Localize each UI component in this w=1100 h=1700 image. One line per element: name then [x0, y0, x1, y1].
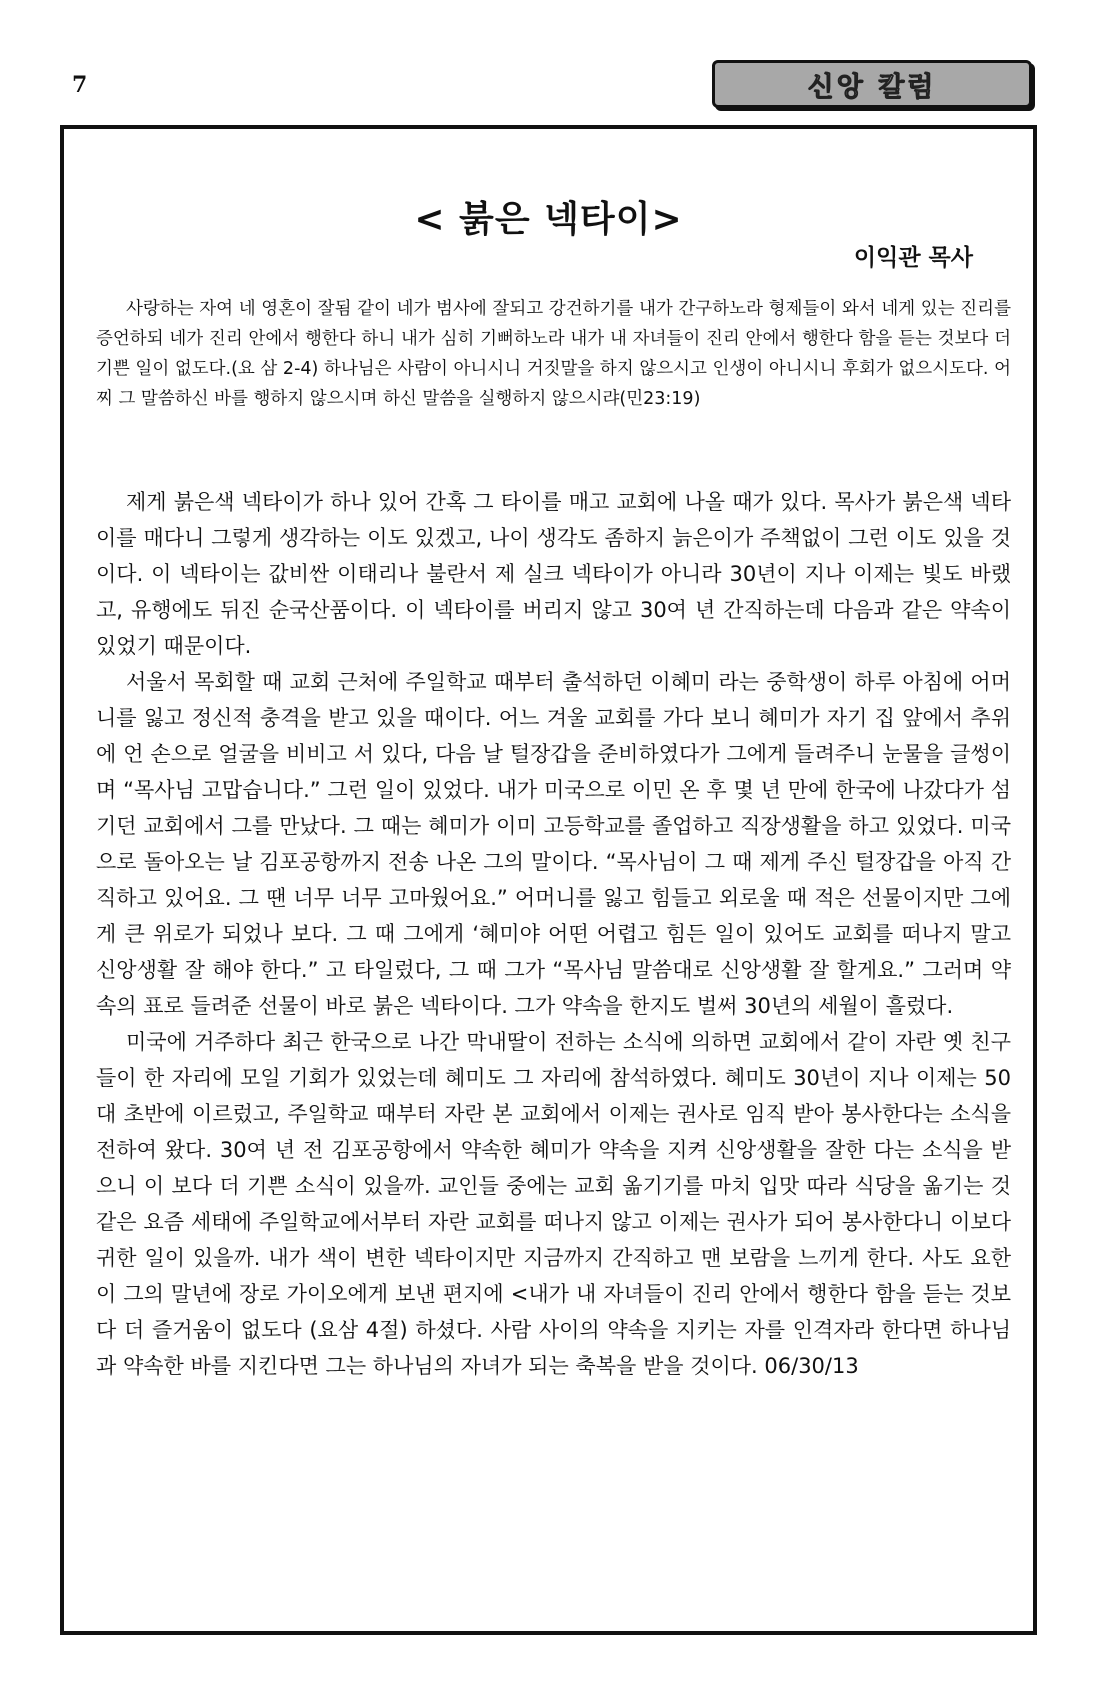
body-paragraph: 서울서 목회할 때 교회 근처에 주일학교 때부터 출석하던 이혜미 라는 중학생이 하루 아침에 어머니를 잃고 정신적 충격을 받고 있을 때이다. 어느 겨울 교회를 가다 보니 혜미가 자기 집 앞에서 추위에 언 손으로 얼굴을 비비고 서 있다, 다음 날 털장갑을 준비하였다가 그에게 들려주니 눈물을 글썽이며 “목사님 고맙습니다.” 그런 일이 있었다. 내가 미국으로 이민 온 후 몇 년 만에 한국에 나갔다가 섬기던 교회에서 그를 만났다. 그 때는 혜미가 이미 고등학교를 졸업하고 직장생활을 하고 있었다. 미국으로 돌아오는 날 김포공항까지 전송 나온 그의 말이다. “목사님이 그 때 제게 주신 털장갑을 아직 간직하고 있어요. 그 땐 너무 너무 고마웠어요.” 어머니를 잃고 힘들고 외로울 때 적은 선물이지만 그에게 큰 위로가 되었나 보다. 그 때 그에게 ‘혜미야 어떤 어렵고 힘든 일이 있어도 교회를 떠나지 말고 신앙생활 잘 해야 한다.” 고 타일렀다, 그 때 그가 “목사님 말씀대로 신앙생활 잘 할게요.” 그러며 약속의 표로 들려준 선물이 바로 붉은 넥타이다. 그가 약속을 한지도 벌써 30년의 세월이 흘렀다. — [96, 670, 1011, 1018]
body-paragraph: 제게 붉은색 넥타이가 하나 있어 간혹 그 타이를 매고 교회에 나올 때가 있다. 목사가 붉은색 넥타이를 매다니 그렇게 생각하는 이도 있겠고, 나이 생각도 좀하지 늙은이가 주책없이 그런 이도 있을 것이다. 이 넥타이는 값비싼 이태리나 불란서 제 실크 넥타이가 아니라 30년이 지나 이제는 빛도 바랬고, 유행에도 뒤진 순국산품이다. 이 넥타이를 버리지 않고 30여 년 간직하는데 다음과 같은 약속이 있었기 때문이다. — [96, 490, 1011, 658]
page-number: 7 — [72, 72, 88, 98]
article-title: < 붉은 넥타이> — [414, 199, 683, 240]
article-body — [96, 484, 1011, 1384]
body-paragraph: 미국에 거주하다 최근 한국으로 나간 막내딸이 전하는 소식에 의하면 교회에서 같이 자란 옛 친구들이 한 자리에 모일 기회가 있었는데 혜미도 그 자리에 참석하였다. 혜미도 30년이 지나 이제는 50대 초반에 이르렀고, 주일학교 때부터 자란 본 교회에서 이제는 권사로 임직 받아 봉사한다는 소식을 전하여 왔다. 30여 년 전 김포공항에서 약속한 혜미가 약속을 지켜 신앙생활을 잘한 다는 소식을 받으니 이 보다 더 기쁜 소식이 있을까. 교인들 중에는 교회 옮기기를 마치 입맛 따라 식당을 옮기는 것 같은 요즘 세태에 주일학교에서부터 자란 교회를 떠나지 않고 이제는 권사가 되어 봉사한다니 이보다 귀한 일이 있을까. 내가 색이 변한 넥타이지만 지금까지 간직하고 맨 보람을 느끼게 한다. 사도 요한이 그의 말년에 장로 가이오에게 보낸 편지에 <내가 내 자녀들이 진리 안에서 행한다 함을 듣는 것보다 더 즐거움이 없도다 (요삼 4절) 하셨다. 사람 사이의 약속을 지키는 자를 인격자라 한다면 하나님과 약속한 바를 지킨다면 그는 하나님의 자녀가 되는 축복을 받을 것이다. 06/30/13 — [96, 1030, 1011, 1378]
scripture-verse: 사랑하는 자여 네 영혼이 잘됨 같이 네가 범사에 잘되고 강건하기를 내가 간구하노라 형제들이 와서 네게 있는 진리를 증언하되 네가 진리 안에서 행한다 하니 내가 심히 기뻐하노라 내가 내 자녀들이 진리 안에서 행한다 함을 듣는 것보다 더 기쁜 일이 없도다.(요 삼 2-4) 하나님은 사람이 아니시니 거짓말을 하지 않으시고 인생이 아니시니 후회가 없으시도다. 어찌 그 말씀하신 바를 행하지 않으시며 하신 말씀을 실행하지 않으시랴(민23:19) — [96, 299, 1011, 409]
section-label: 신앙 칼럼 — [807, 71, 937, 103]
section-label-tab — [712, 60, 1032, 108]
article-author: 이익관 목사 — [853, 245, 973, 271]
article-frame — [60, 125, 1037, 1635]
